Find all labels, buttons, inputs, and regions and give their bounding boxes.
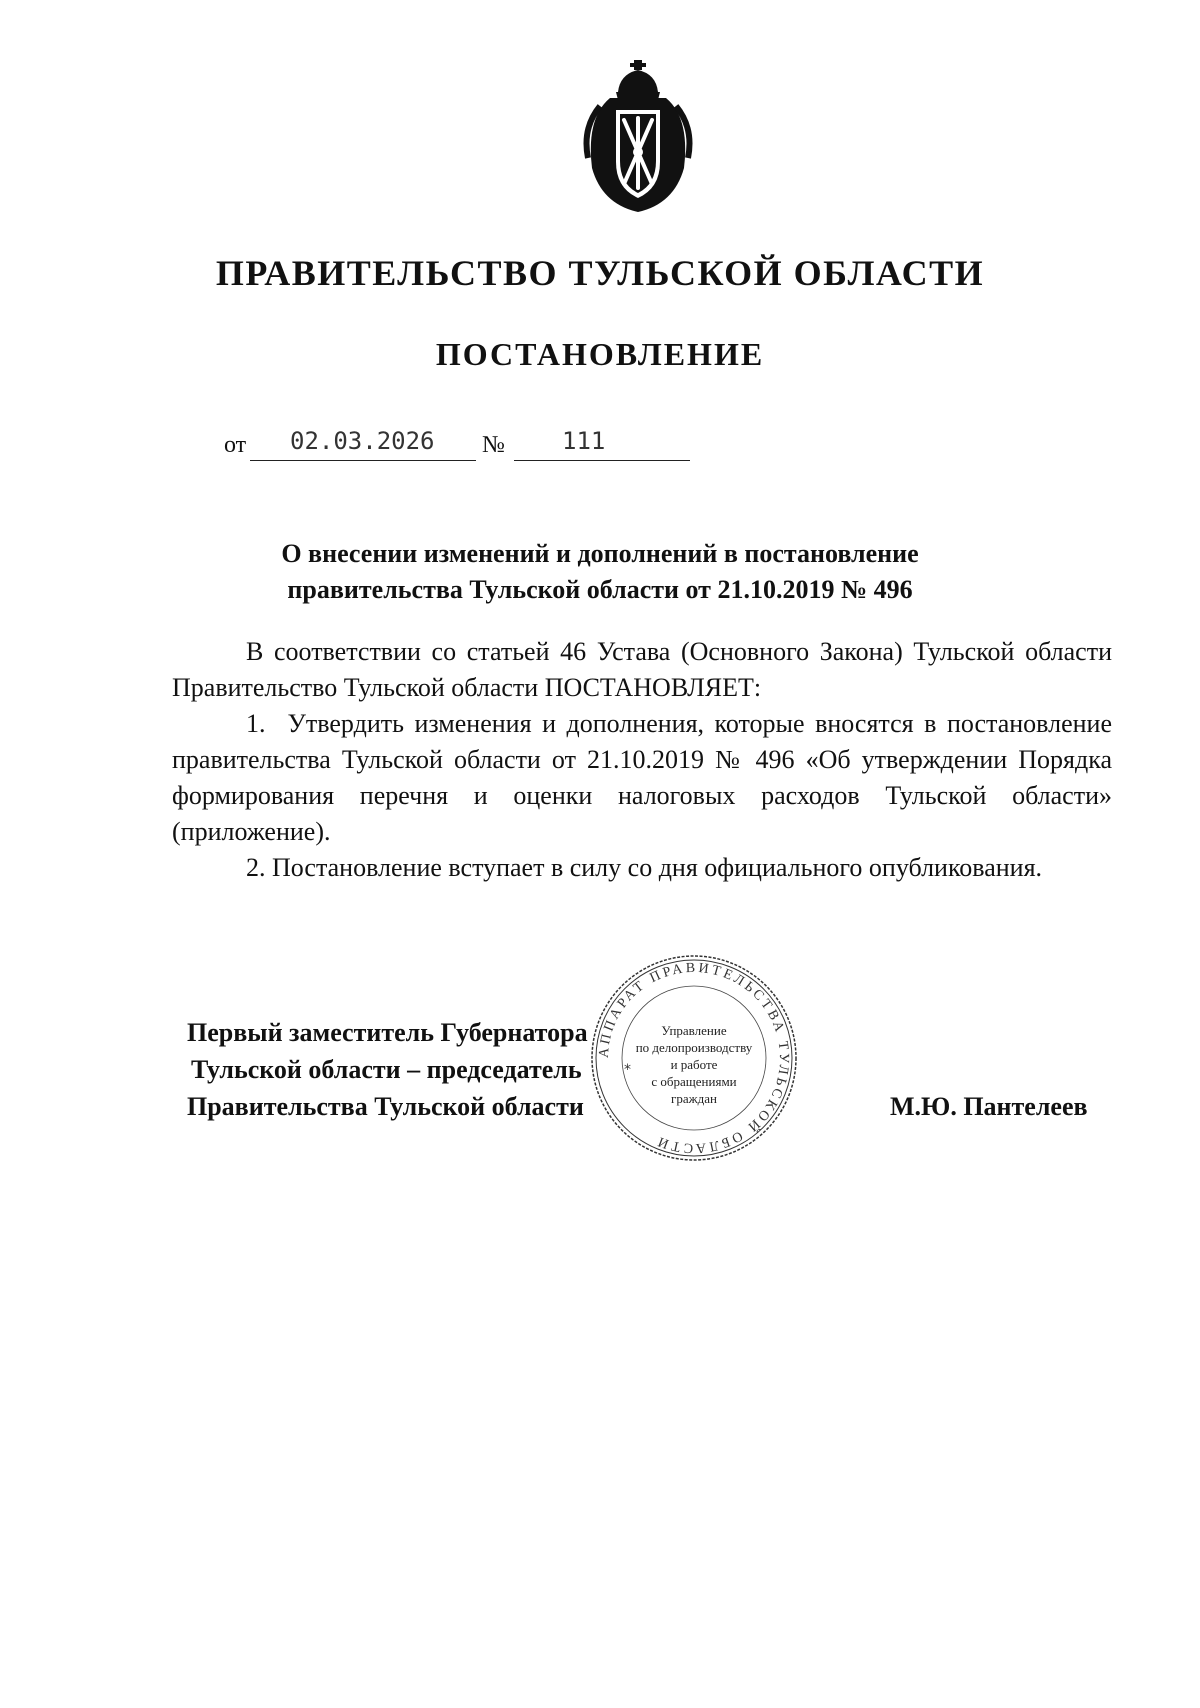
document-number: 111 <box>562 427 606 455</box>
stamp-star-icon: * <box>624 1062 631 1078</box>
stamp-inner-line: Управление <box>661 1023 727 1038</box>
document-date: 02.03.2026 <box>290 427 435 455</box>
signer-title-line: Первый заместитель Губернатора <box>187 1018 588 1047</box>
registration-line <box>224 419 684 461</box>
number-label: № <box>482 432 505 458</box>
stamp-inner-line: и работе <box>670 1057 718 1072</box>
signer-title-line: Правительства Тульской области <box>187 1092 584 1121</box>
item-1-text: Утвердить изменения и дополнения, которые вносятся в постановление правительства Тульской области от 21.10.2019 № 496 «Об утверждении Порядка формирования перечня и оценки налоговых расходов Тульской области» (приложение). <box>172 709 1112 846</box>
stamp-inner-line: граждан <box>671 1091 717 1106</box>
stamp-inner-text <box>618 1022 770 1107</box>
item-2-paragraph: 2. Постановление вступает в силу со дня официального опубликования. <box>246 853 1043 882</box>
stamp-inner-line: по делопроизводству <box>635 1040 753 1055</box>
document-subject <box>240 536 960 608</box>
document-type: ПОСТАНОВЛЕНИЕ <box>435 336 765 372</box>
document-body <box>172 634 1112 886</box>
tula-coat-of-arms-icon <box>580 58 696 214</box>
signer-title <box>187 1014 588 1125</box>
stamp-ring-text: АППАРАТ ПРАВИТЕЛЬСТВА ТУЛЬСКОЙ ОБЛАСТИ <box>596 960 792 1156</box>
preamble-paragraph: В соответствии со статьей 46 Устава (Основного Закона) Тульской области Правительство Тульской области ПОСТАНОВЛЯЕТ: <box>172 637 1112 702</box>
item-1-paragraph <box>172 706 1112 850</box>
subject-line: правительства Тульской области от 21.10.2019 № 496 <box>287 575 913 604</box>
stamp-inner-line: с обращениями <box>651 1074 737 1089</box>
date-label: от <box>224 432 247 458</box>
signer-title-line: Тульской области – председатель <box>191 1055 582 1084</box>
subject-line: О внесении изменений и дополнений в постановление <box>281 539 919 568</box>
government-title: ПРАВИТЕЛЬСТВО ТУЛЬСКОЙ ОБЛАСТИ <box>215 253 985 293</box>
item-1-number: 1. <box>246 709 266 738</box>
signer-name: М.Ю. Пантелеев <box>890 1092 1088 1121</box>
